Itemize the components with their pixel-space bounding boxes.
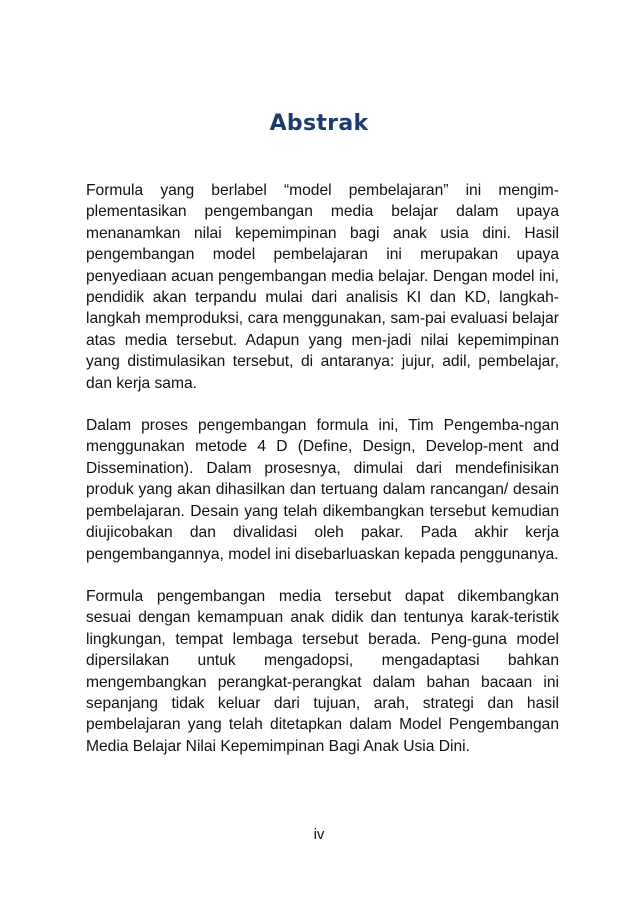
page-number: iv	[313, 826, 325, 843]
abstract-body	[86, 180, 559, 778]
abstract-paragraph-2: Dalam proses pengembangan formula ini, Tim Pengemba-ngan menggunakan metode 4 D (Define, Design, Develop-ment and Dissemination). Dalam prosesnya, dimulai dari mendefinisikan produk yang akan dihasilkan dan tertuang dalam rancangan/ desain pembelajaran. Desain yang telah dikembangkan tersebut kemudian diujicobakan dan divalidasi oleh pakar. Pada akhir kerja pengembangannya, model ini disebarluaskan kepada penggunanya.	[86, 417, 559, 563]
abstract-paragraph-3: Formula pengembangan media tersebut dapat dikembangkan sesuai dengan kemampuan anak didik dan tentunya karak-teristik lingkungan, tempat lembaga tersebut berada. Peng-guna model dipersilakan untuk mengadopsi, mengadaptasi bahkan mengembangkan perangkat-perangkat dalam bahan bacaan ini sepanjang tidak keluar dari tujuan, arah, strategi dan hasil pembelajaran yang telah ditetapkan dalam Model Pengembangan Media Belajar Nilai Kepemimpinan Bagi Anak Usia Dini.	[86, 587, 559, 755]
abstract-paragraph-1: Formula yang berlabel “model pembelajaran” ini mengim-plementasikan pengembangan media belajar dalam upaya menanamkan nilai kepemimpinan bagi anak usia dini. Hasil pengembangan model pembelajaran ini merupakan upaya penyediaan acuan pengembangan media belajar. Dengan model ini, pendidik akan terpandu mulai dari analisis KI dan KD, langkah-langkah memproduksi, cara menggunakan, sam-pai evaluasi belajar atas media tersebut. Adapun yang men-jadi nilai kepemimpinan yang distimulasikan tersebut, di antaranya: jujur, adil, pembelajar, dan kerja sama.	[86, 182, 559, 392]
page-title: Abstrak	[269, 111, 369, 136]
